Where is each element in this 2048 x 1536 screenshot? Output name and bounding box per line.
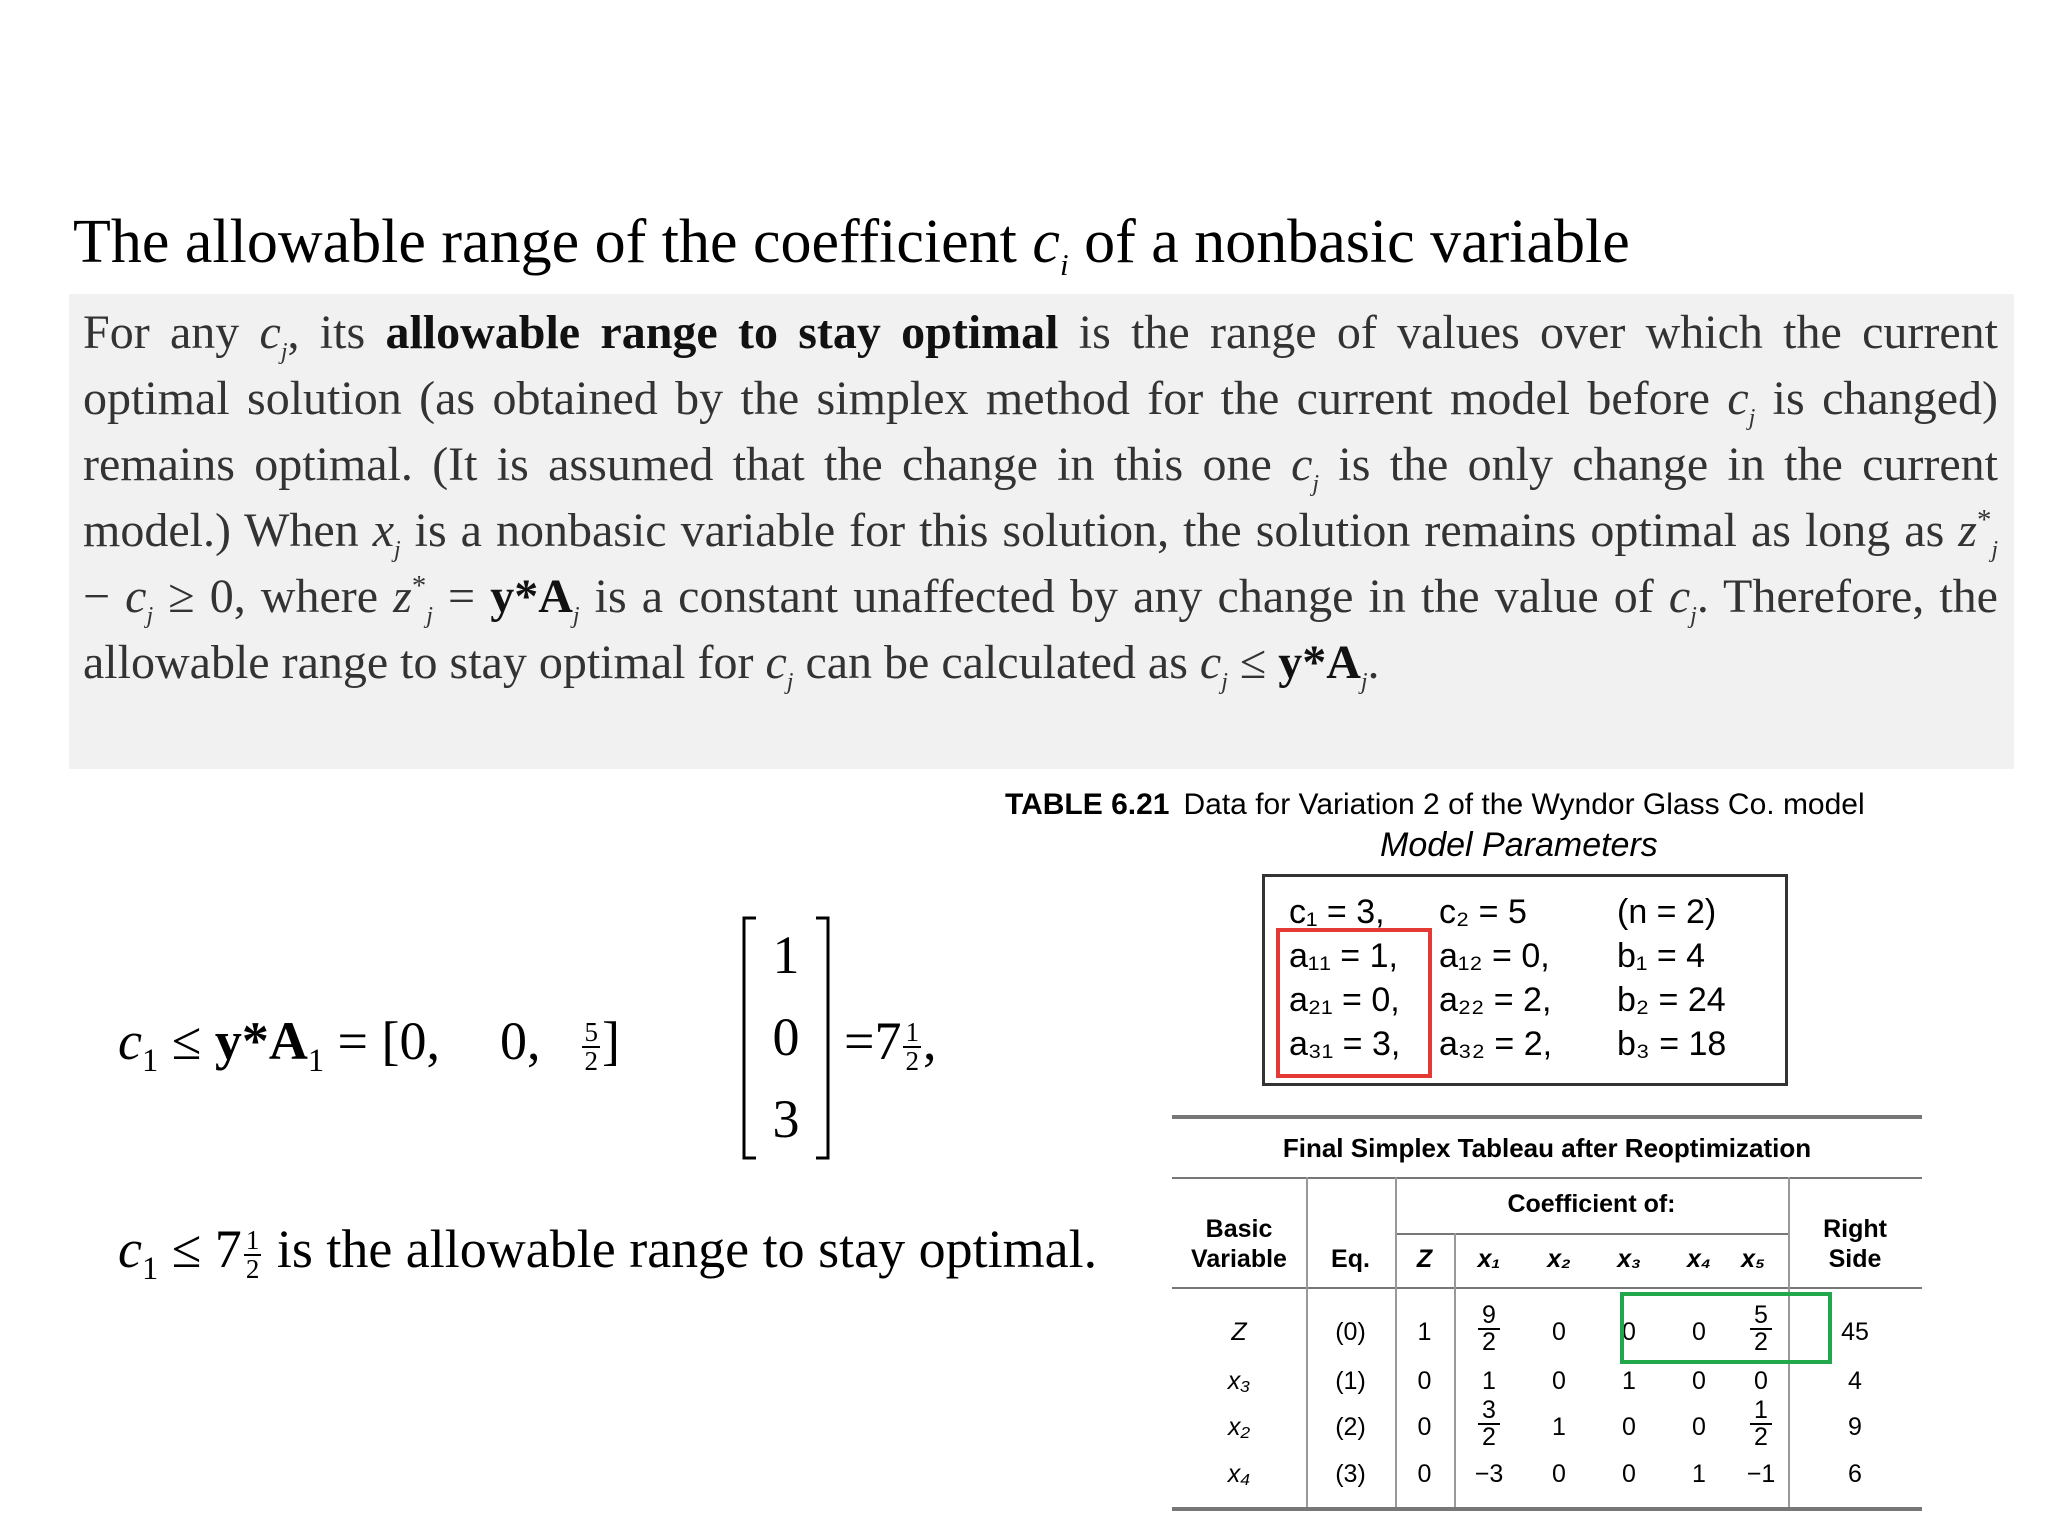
param-cell: b₂ = 24 <box>1617 981 1726 1019</box>
cell-x3: 0 <box>1622 1318 1636 1346</box>
equation-allowable-c1: $c_1 \le y*A_1 = [0$, 0, $\frac{5}{2}$ ] <box>118 1011 620 1079</box>
row-eq: (3) <box>1335 1460 1366 1488</box>
row-basic: Z <box>1231 1318 1247 1346</box>
vector-entry: 0 <box>772 1007 800 1067</box>
param-cell: (n = 2) <box>1617 893 1717 931</box>
cell-x1: −3 <box>1474 1460 1504 1488</box>
param-cell: c₂ = 5 <box>1439 893 1527 931</box>
row-eq: (0) <box>1335 1318 1366 1346</box>
cell-x5: −1 <box>1746 1460 1776 1488</box>
cell-x5: 0 <box>1754 1367 1768 1395</box>
vector-entry: 1 <box>772 925 800 985</box>
column-vector-a1 <box>740 916 832 1160</box>
cell-z: 0 <box>1417 1367 1432 1395</box>
param-cell: a₁₂ = 0, <box>1439 937 1550 975</box>
col-header-right: Right <box>1823 1215 1887 1243</box>
cell-x2: 0 <box>1552 1367 1566 1395</box>
excerpt-paragraph: For any $c_j$, its allowable range to stay optimal is the range of values over which the current optimal solution (as obtained by the simplex method for the current model before $c_j$ is changed) remains optimal. (It is assumed that the change in this one $c_j$ is the only change in the current model.) When $x_j$ is a nonbasic variable for this solution, the solution remains optimal as long as $z^*_j - c_j \ge 0$, where $z^*_j = y*A_j$ is a constant unaffected by any change in the value of $c_j$. Therefore, the allowable range to stay optimal for $c_j$ can be calculated as $c_j \le y*A_j$. <box>83 306 1999 695</box>
row-basic: x₄ <box>1227 1460 1251 1488</box>
allowable-range-statement: $c_1 \le 7$ $\frac{1}{2}$ is the allowable range to stay optimal. <box>118 1219 1098 1287</box>
cell-z: 1 <box>1417 1318 1432 1346</box>
col-header-variable: Variable <box>1191 1245 1287 1273</box>
row-basic: x₂ <box>1227 1413 1251 1441</box>
cell-x2: 1 <box>1552 1413 1566 1441</box>
col-header-x2: x₂ <box>1547 1245 1571 1273</box>
col-header-x4: x₄ <box>1687 1245 1711 1273</box>
param-cell: b₃ = 18 <box>1617 1025 1727 1063</box>
cell-x4: 1 <box>1692 1460 1706 1488</box>
cell-x1: $\frac{3}{2}$ <box>1454 1398 1524 1452</box>
cell-x2: 0 <box>1552 1460 1566 1488</box>
cell-x3: 0 <box>1622 1460 1636 1488</box>
vector-entry: 3 <box>772 1089 800 1149</box>
emphasis-allowable-range: allowable range to stay optimal <box>385 306 1059 359</box>
table-caption: TABLE 6.21 Data for Variation 2 of the Wyndor Glass Co. model <box>1005 788 1865 821</box>
cell-x4: 0 <box>1692 1413 1706 1441</box>
param-cell: b₁ = 4 <box>1617 937 1706 975</box>
cell-x1: $\frac{9}{2}$ <box>1454 1303 1524 1357</box>
param-cell: a₃₂ = 2, <box>1439 1025 1553 1063</box>
cell-z: 0 <box>1417 1460 1432 1488</box>
cell-x3: 0 <box>1622 1413 1636 1441</box>
cell-x2: 0 <box>1552 1318 1566 1346</box>
param-cell: a₁₁ = 1, <box>1289 937 1398 975</box>
row-eq: (1) <box>1335 1367 1366 1395</box>
cell-x5: $\frac{5}{2}$ <box>1734 1303 1788 1357</box>
cell-z: 0 <box>1417 1413 1432 1441</box>
textbook-excerpt <box>69 294 2014 769</box>
param-cell: a₃₁ = 3, <box>1289 1025 1401 1063</box>
tableau-title: Final Simplex Tableau after Reoptimization <box>1282 1133 1812 1163</box>
highlight-a-column-box <box>1276 928 1432 1078</box>
row-basic: x₃ <box>1227 1367 1251 1395</box>
highlight-slack-coefficients-box <box>1620 1292 1832 1364</box>
slide-title: The allowable range of the coefficient $c_i$ of a nonbasic variable <box>73 208 1630 283</box>
cell-rhs: 6 <box>1848 1460 1862 1488</box>
col-header-eq: Eq. <box>1331 1245 1370 1273</box>
cell-x4: 0 <box>1692 1318 1706 1346</box>
cell-rhs: 9 <box>1848 1413 1862 1441</box>
model-parameters-label: Model Parameters <box>1380 826 1658 864</box>
col-header-x1: x₁ <box>1477 1245 1501 1273</box>
param-cell: a₂₁ = 0, <box>1289 981 1400 1019</box>
param-cell: a₂₂ = 2, <box>1439 981 1552 1019</box>
cell-x1: 1 <box>1482 1367 1496 1395</box>
cell-x3: 1 <box>1622 1367 1636 1395</box>
row-eq: (2) <box>1335 1413 1366 1441</box>
cell-x5: $\frac{1}{2}$ <box>1734 1398 1788 1452</box>
col-header-side: Side <box>1828 1245 1882 1273</box>
col-header-x3: x₃ <box>1617 1245 1641 1273</box>
col-header-x5: x₅ <box>1741 1245 1765 1273</box>
col-header-z: Z <box>1416 1245 1433 1273</box>
col-header-basic: Basic <box>1205 1215 1273 1243</box>
cell-rhs: 4 <box>1848 1367 1862 1395</box>
coefficient-of-header: Coefficient of: <box>1507 1190 1676 1218</box>
cell-rhs: 45 <box>1841 1318 1869 1346</box>
cell-x4: 0 <box>1692 1367 1706 1395</box>
param-cell: c₁ = 3, <box>1289 893 1385 931</box>
equation-result: =7 $\frac{1}{2}$ , <box>844 1011 937 1076</box>
